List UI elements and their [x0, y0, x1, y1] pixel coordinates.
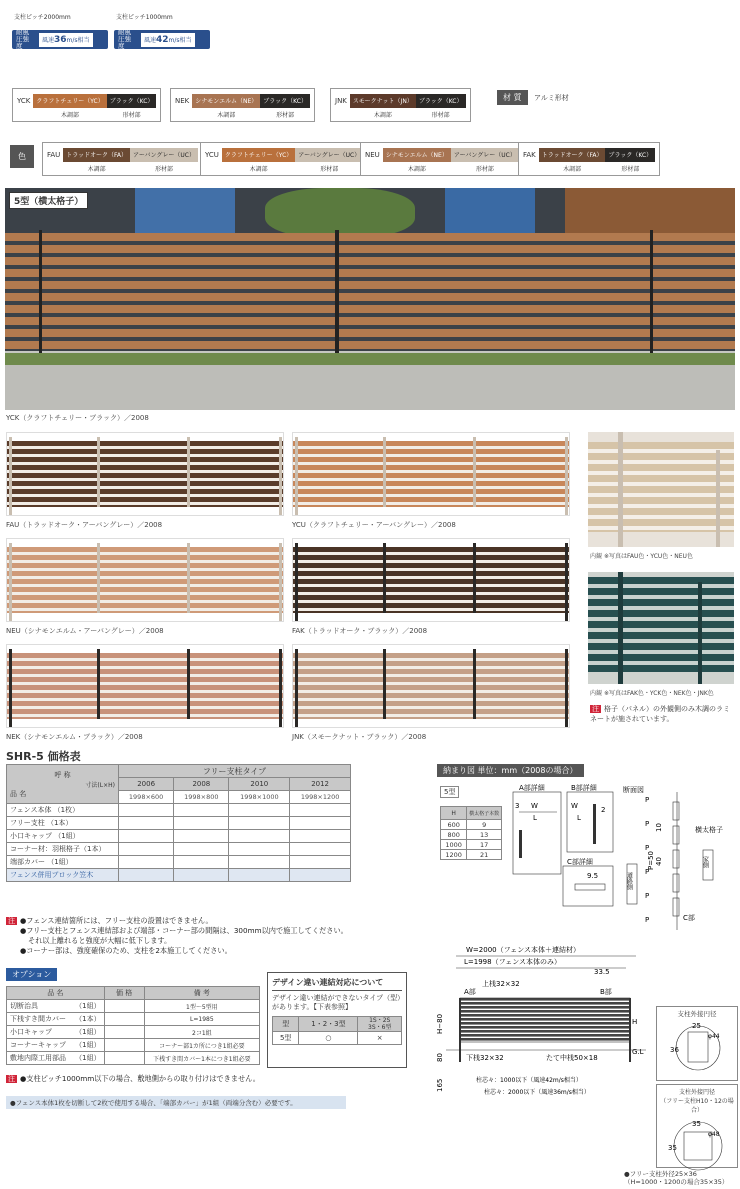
svg-text:横太格子: 横太格子 [695, 826, 723, 834]
thumb-caption-2: YCU（クラフトチェリー・アーバングレー）／2008 [292, 521, 456, 529]
thumb-6 [292, 644, 570, 728]
svg-text:L: L [577, 814, 581, 822]
price-title: SHR-5 価格表 [6, 750, 81, 763]
svg-text:上桟32×32: 上桟32×32 [482, 980, 520, 988]
svg-text:H: H [632, 1018, 638, 1026]
hero-title: 5型（横太格子） [9, 192, 88, 209]
svg-text:C部: C部 [683, 914, 695, 922]
svg-text:165: 165 [436, 1078, 444, 1092]
wind-badge-2: 耐風圧強度 風速42m/s相当 [114, 30, 210, 49]
color-box-neu: NEU シナモンエルム（NE） 木調部 アーバングレー（UC） 形材部 [360, 142, 524, 176]
material-value: アルミ形材 [534, 94, 569, 102]
pitch-note: 注 ●支柱ピッチ1000mm以下の場合、敷地側からの取り付けはできません。 [8, 1074, 260, 1083]
svg-text:40: 40 [655, 857, 663, 866]
material-label: 材 質 [497, 90, 528, 105]
svg-text:W=2000（フェンス本体＋連結材）: W=2000（フェンス本体＋連結材） [466, 946, 581, 954]
thumb-4 [292, 538, 570, 622]
svg-text:P: P [645, 916, 650, 924]
post-circle-2: 支柱外接円径 （フリー支柱H10・12の場合） 35 35 φ48 [656, 1084, 738, 1168]
price-table: 呼 称 寸法(L×H) 品 名 フリー支柱タイプ 2006 2008 2010 2012 1998×600 1998×800 1998×1000 1998×1200 フェンス本体 （1枚） フリー支柱 （1本） 小口キャップ （1組） コーナー材：羽根格子（1本） 端部カバー （1組） フェンス併用ブロック笠木 [6, 764, 351, 882]
wind-badge-1: 耐風圧強度 風速36m/s相当 [12, 30, 108, 49]
svg-text:25: 25 [692, 1022, 701, 1030]
inner-photo-1 [588, 432, 734, 547]
thumb-5 [6, 644, 284, 728]
svg-text:P: P [645, 892, 650, 900]
hero-photo [5, 188, 735, 410]
svg-text:C部詳細: C部詳細 [567, 858, 593, 866]
svg-text:φ48: φ48 [708, 1131, 720, 1138]
thumb-caption-4: FAK（トラッドオーク・ブラック）／2008 [292, 627, 428, 635]
svg-text:P: P [645, 868, 650, 876]
nama-type: 5型 [440, 786, 459, 798]
svg-text:柱芯々：1000以下（風速42m/s相当）: 柱芯々：1000以下（風速42m/s相当） [476, 1077, 582, 1084]
option-title: オプション [6, 968, 57, 981]
color-box-yck: YCK クラフトチェリー（YC） 木調部 ブラック（KC） 形材部 [12, 88, 161, 122]
inner-photo-2 [588, 572, 734, 684]
nama-title: 納まり図 単位：mm（2008の場合） [437, 764, 584, 777]
slat-table: H 横太格子本数 600 9 800 13 1000 17 1200 21 [440, 806, 502, 860]
color-box-fak: FAK トラッドオーク（FA） 木調部 ブラック（KC） 形材部 [518, 142, 660, 176]
elevation-drawing [436, 942, 656, 1132]
svg-text:35: 35 [668, 1144, 677, 1152]
svg-text:H−80: H−80 [436, 1013, 444, 1034]
option-table: 品 名 価 格 備 考 切断治具 （1組） 1型〜5型用 下桟すき間カバー （1本） L=1985 小口キャップ （1組） 2コ1組 コーナーキャップ （1組） コーナー部1カ所につき1組必要 敷地内際工用部品 （1組） 下桟すき間カバー1本につき1組必要 [6, 986, 260, 1065]
thumb-caption-3: NEU（シナモンエルム・アーバングレー）／2008 [6, 627, 164, 635]
thumb-caption-5: NEK（シナモンエルム・ブラック）／2008 [6, 733, 143, 741]
color-box-jnk: JNK スモークナット（JN） 木調部 ブラック（KC） 形材部 [330, 88, 471, 122]
svg-text:G.L: G.L [632, 1048, 644, 1056]
color-box-nek: NEK シナモンエルム（NE） 木調部 ブラック（KC） 形材部 [170, 88, 315, 122]
svg-text:L: L [533, 814, 537, 822]
thumb-caption-6: JNK（スモークナット・ブラック）／2008 [292, 733, 427, 741]
svg-text:柱芯々：2000以下（風速36m/s相当）: 柱芯々：2000以下（風速36m/s相当） [484, 1089, 590, 1096]
svg-text:断面図: 断面図 [623, 786, 644, 794]
cut-note: ●フェンス本体1枚を切断して2枚で使用する場合、「端部カバー」が1組（両端分含む）必要です。 [6, 1096, 346, 1109]
color-box-ycu: YCU クラフトチェリー（YC） 木調部 アーバングレー（UC） 形材部 [200, 142, 368, 176]
svg-text:B部: B部 [600, 988, 612, 996]
svg-text:B部詳細: B部詳細 [571, 784, 597, 792]
svg-text:L=1998（フェンス本体のみ）: L=1998（フェンス本体のみ） [464, 958, 562, 966]
design-box: デザイン違い連結対応について デザイン違い連結ができないタイプ（型）があります。【下表参照】 型 1・2・3型 1S・2S 3S・6型 5型 ○ × [267, 972, 407, 1068]
svg-text:P: P [645, 796, 650, 804]
svg-text:P: P [645, 820, 650, 828]
svg-text:家側: 家側 [701, 856, 709, 868]
hero-caption: YCK（クラフトチェリー・ブラック）／2008 [6, 414, 149, 422]
svg-text:W: W [531, 802, 538, 810]
svg-text:36: 36 [670, 1046, 679, 1054]
pitch-label-1: 支柱ピッチ2000mm [14, 14, 71, 21]
svg-text:道路側: 道路側 [625, 872, 633, 890]
thumb-2 [292, 432, 570, 516]
thumb-caption-1: FAU（トラッドオーク・アーバングレー）／2008 [6, 521, 163, 529]
svg-text:35: 35 [692, 1120, 701, 1128]
svg-text:2: 2 [601, 806, 606, 814]
post-circle-1: 支柱外接円径 25 36 φ44 [656, 1006, 738, 1081]
post-note: ●フリー支柱外径25×36 （H=1000・1200の場合35×35） [624, 1170, 729, 1186]
svg-text:80: 80 [436, 1053, 444, 1062]
svg-text:下桟32×32: 下桟32×32 [466, 1054, 504, 1062]
svg-text:9.5: 9.5 [587, 872, 599, 880]
svg-text:W: W [571, 802, 578, 810]
svg-text:P=50: P=50 [647, 851, 655, 870]
thumb-1 [6, 432, 284, 516]
notes: 注 ●フェンス連結箇所には、フリー支柱の設置はできません。 ●フリー支柱とフェンス連結部および端部・コーナー部の間隔は、300mm以内で施工してください。 それ以上離れると強度が大幅に低下します。 ●コーナー部は、強度確保のため、支柱を2本施工してください。 [8, 916, 348, 955]
svg-text:10: 10 [655, 823, 663, 832]
inner-warning: 注 格子（パネル）の外観側のみ木調のラミネートが施されています。 [590, 705, 730, 723]
svg-text:たて中桟50×18: たて中桟50×18 [546, 1054, 598, 1062]
thumb-3 [6, 538, 284, 622]
svg-text:A部詳細: A部詳細 [519, 784, 545, 792]
color-box-fau: FAU トラッドオーク（FA） 木調部 アーバングレー（UC） 形材部 [42, 142, 203, 176]
pitch-label-2: 支柱ピッチ1000mm [116, 14, 173, 21]
color-label: 色 [10, 145, 34, 168]
svg-text:A部: A部 [464, 988, 476, 996]
svg-text:3: 3 [515, 802, 520, 810]
svg-text:φ44: φ44 [708, 1033, 720, 1040]
svg-text:33.5: 33.5 [594, 968, 610, 976]
svg-text:P: P [645, 844, 650, 852]
